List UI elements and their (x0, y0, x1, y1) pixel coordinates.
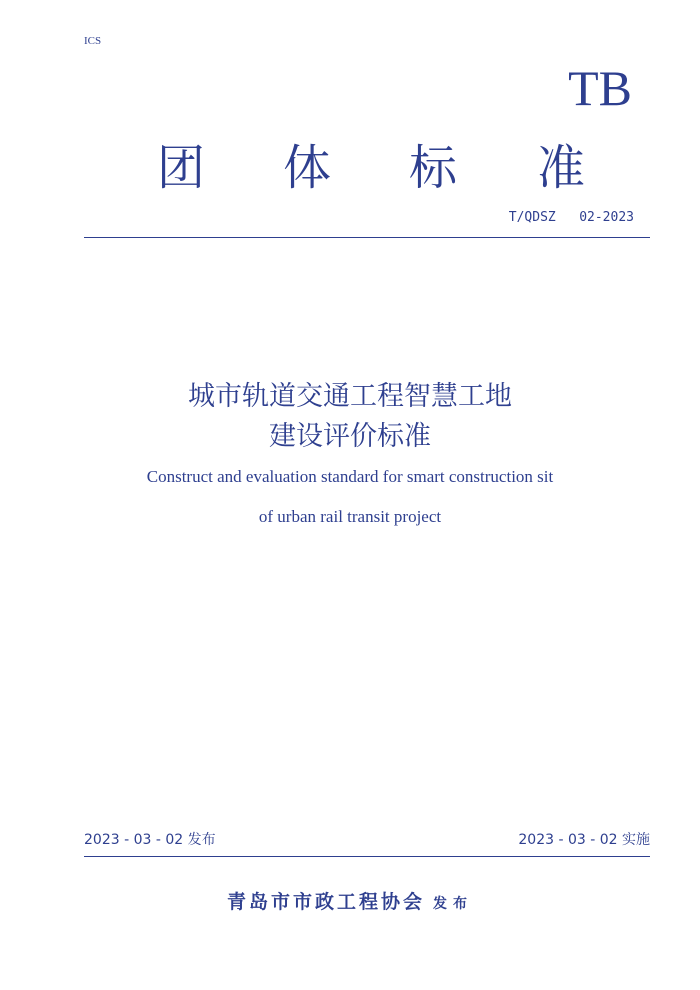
category-char: 准 (537, 140, 586, 196)
category-char: 体 (283, 140, 332, 196)
implementation-date: 2023 - 03 - 02 实施 (518, 832, 650, 848)
publisher-name: 青岛市市政工程协会 (226, 891, 425, 913)
category-char: 标 (409, 140, 458, 196)
english-title-line2: of urban rail transit project (258, 507, 442, 526)
top-divider (84, 237, 650, 238)
english-title-line1: Construct and evaluation standard for smart construction sit (146, 467, 554, 486)
standard-mark: TB (568, 60, 632, 116)
category-char: 团 (157, 140, 206, 196)
ics-label: ICS (84, 35, 102, 47)
publisher-verb: 发布 (433, 896, 473, 912)
standard-code: T/QDSZ 02-2023 (508, 210, 634, 225)
issue-date: 2023 - 03 - 02 发布 (84, 832, 216, 848)
bottom-divider (84, 856, 650, 857)
document-title-line1: 城市轨道交通工程智慧工地 (188, 381, 512, 412)
standard-category (0, 138, 700, 198)
document-title-line2: 建设评价标准 (269, 421, 431, 452)
publisher-line (0, 887, 700, 914)
